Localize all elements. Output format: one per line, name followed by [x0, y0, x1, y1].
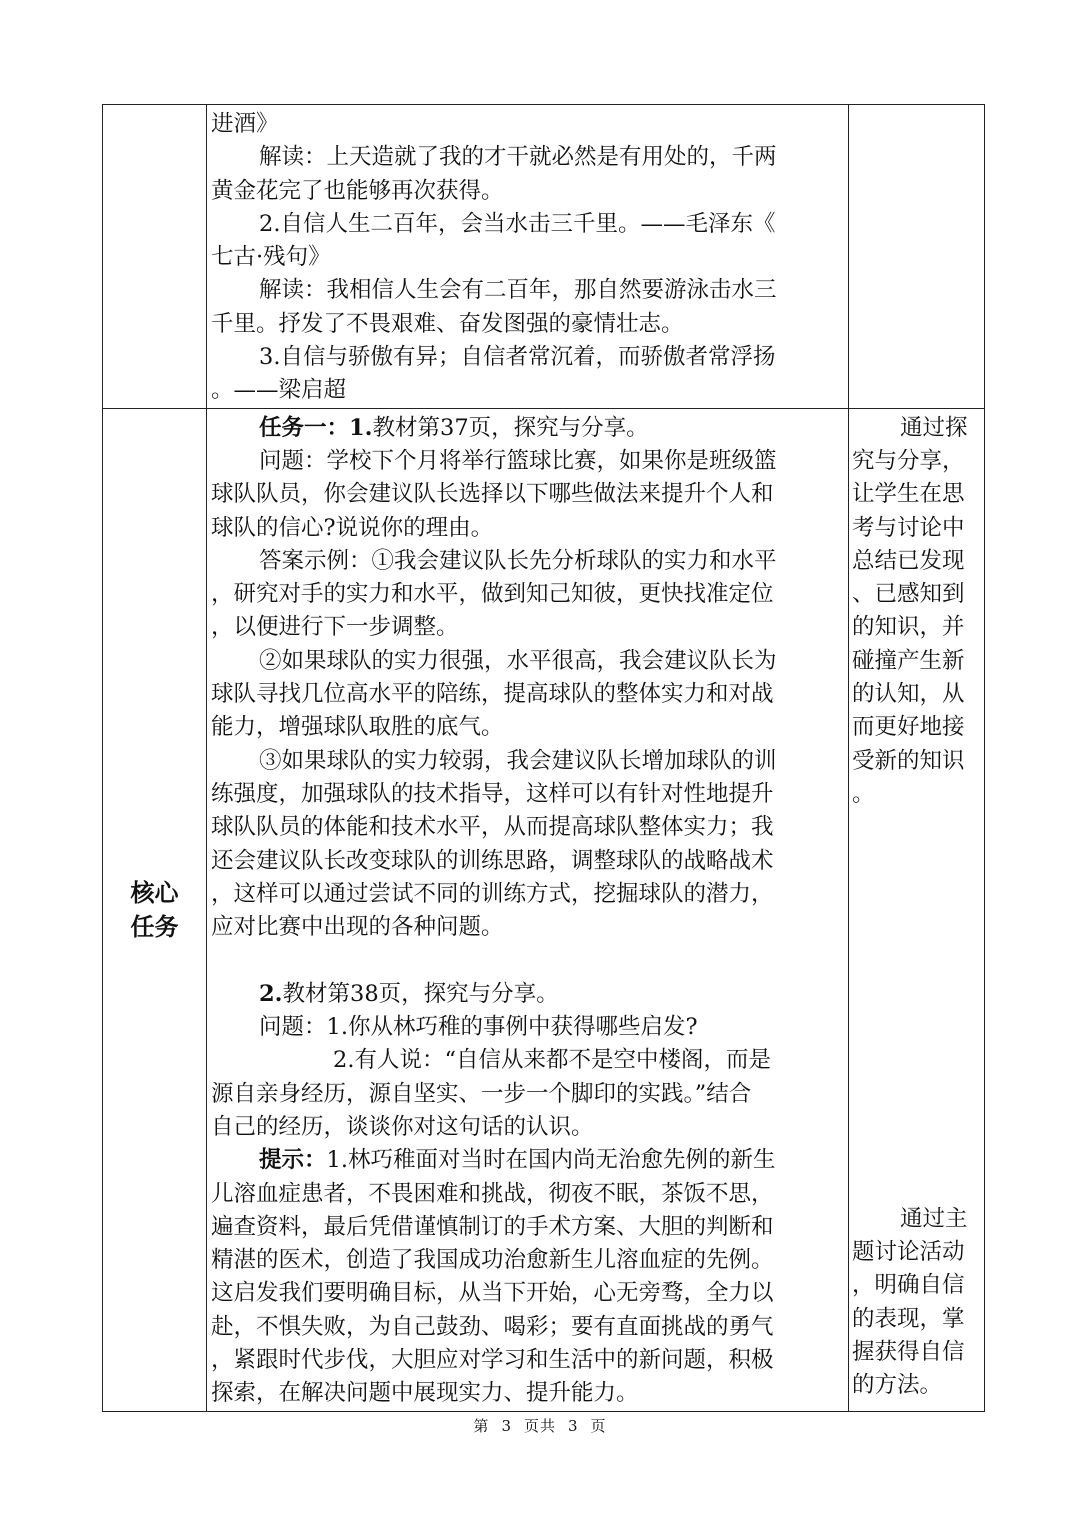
note-line: 的认知，从 [852, 681, 965, 708]
note-line: 。 [852, 780, 875, 807]
label-line: 任务 [130, 912, 179, 941]
text-line: 这启发我们要明确目标，从当下开始，心无旁骛，全力以 [211, 1280, 774, 1307]
text-line: ，这样可以通过尝试不同的训练方式，挖掘球队的潜力， [211, 880, 774, 907]
hint-line [211, 1144, 844, 1177]
note-line: 的知识，并 [852, 614, 965, 641]
text-line: 球队队员的体能和技术水平，从而提高球队整体实力；我 [211, 814, 774, 841]
table-row-quotes [103, 105, 985, 409]
text-line: 答案示例：①我会建议队长先分析球队的实力和水平 [259, 547, 777, 574]
text-line: ，研究对手的实力和水平，做到知己知彼，更快找准定位 [211, 581, 774, 608]
blank-line [211, 944, 844, 977]
note-block-2 [852, 1203, 968, 1403]
row-label-core-tasks [103, 408, 207, 1411]
text-line: 问题：1.你从林巧稚的事例中获得哪些启发? [259, 1014, 698, 1041]
task2-heading: 2. [259, 980, 283, 1007]
task1-heading: 任务一：1. [259, 414, 373, 441]
text-line: 2.有人说：“自信从来都不是空中楼阁，而是 [333, 1047, 771, 1074]
note-line: 题讨论活动 [852, 1238, 965, 1265]
note-line: 的方法。 [852, 1372, 943, 1399]
text-line: 2.自信人生二百年，会当水击三千里。——毛泽东《 [259, 210, 776, 237]
text-line: 自己的经历，谈谈你对这句话的认识。 [211, 1113, 594, 1140]
text-line: 精湛的医术，创造了我国成功治愈新生儿溶血症的先例。 [211, 1247, 774, 1274]
text-line: 解读：上天造就了我的才干就必然是有用处的，千两 [259, 144, 777, 171]
note-line: 的表现，掌 [852, 1305, 965, 1332]
text-line: 练强度，加强球队的技术指导，这样可以有针对性地提升 [211, 780, 774, 807]
text-line: 能力，增强球队取胜的底气。 [211, 714, 504, 741]
text-line: 问题：学校下个月将举行篮球比赛，如果你是班级篮 [259, 447, 777, 474]
note-line: 考与讨论中 [852, 514, 965, 541]
text-line: 应对比赛中出现的各种问题。 [211, 914, 504, 941]
text-line: 千里。抒发了不畏艰难、奋发图强的豪情壮志。 [211, 310, 684, 337]
note-line: 究与分享， [852, 447, 965, 474]
note-line: 而更好地接 [852, 714, 965, 741]
text-line: 源自亲身经历，源自坚实、一步一个脚印的实践。”结合 [211, 1080, 752, 1107]
text-line: ③如果球队的实力较弱，我会建议队长增加球队的训 [259, 747, 777, 774]
text-line: 。——梁启超 [211, 377, 347, 404]
text-line: 七古·残句》 [211, 244, 331, 271]
text-line: 进酒》 [211, 111, 279, 137]
note-line: 让学生在思 [852, 481, 965, 508]
note-line: 碰撞产生新 [852, 647, 965, 674]
text-line: 还会建议队长改变球队的训练思路，调整球队的战略战术 [211, 847, 774, 874]
note-line: ，明确自信 [852, 1272, 965, 1299]
text-line: 黄金花完了也能够再次获得。 [211, 177, 504, 204]
note-line: 总结已发现 [852, 547, 965, 574]
page-footer [0, 1415, 1080, 1436]
text-line: 球队的信心?说说你的理由。 [211, 514, 494, 541]
task2-title: 教材第38页，探究与分享。 [282, 980, 559, 1007]
text-line: 赴，不惧失败，为自己鼓劲、喝彩；要有直面挑战的勇气 [211, 1313, 774, 1340]
text-line: ②如果球队的实力很强，水平很高，我会建议队长为 [259, 647, 777, 674]
text-line: 探索，在解决问题中展现实力、提升能力。 [211, 1380, 639, 1407]
note-block-1 [852, 412, 984, 812]
quotes-content [207, 105, 849, 409]
text-line: 球队寻找几位高水平的陪练，提高球队的整体实力和对战 [211, 681, 774, 708]
core-tasks-content [207, 408, 849, 1411]
note-line: 握获得自信 [852, 1338, 965, 1365]
text-line: 儿溶血症患者，不畏困难和挑战，彻夜不眠，茶饭不思， [211, 1180, 774, 1207]
lesson-plan-table [102, 104, 985, 1412]
note-line: 、已感知到 [852, 581, 965, 608]
text-line: ，紧跟时代步伐，大胆应对学习和生活中的新问题，积极 [211, 1346, 774, 1373]
footer-page-number: 3 [501, 1417, 512, 1435]
text-line: 球队队员，你会建议队长选择以下哪些做法来提升个人和 [211, 481, 774, 508]
text-line: 3.自信与骄傲有异；自信者常沉着，而骄傲者常浮扬 [259, 344, 776, 371]
hint-heading: 提示： [259, 1147, 327, 1174]
text-line: 解读：我相信人生会有二百年，那自然要游泳击水三 [259, 277, 777, 304]
text-line: ，以便进行下一步调整。 [211, 614, 459, 641]
table-row-core-tasks [103, 408, 985, 1411]
note-empty [849, 105, 985, 409]
design-intent-notes [849, 408, 985, 1411]
row-label-empty [103, 105, 207, 409]
note-line: 通过探 [900, 414, 968, 441]
task1-title: 教材第37页，探究与分享。 [372, 414, 649, 441]
hint-text: 1.林巧稚面对当时在国内尚无治愈先例的新生 [326, 1147, 776, 1174]
note-line: 受新的知识 [852, 747, 965, 774]
footer-mid: 页共 [523, 1417, 556, 1435]
task1-heading-line [211, 412, 844, 445]
label-line: 核心 [130, 878, 179, 907]
footer-suffix: 页 [590, 1417, 607, 1435]
task2-heading-line [211, 978, 844, 1011]
footer-total-pages: 3 [568, 1417, 579, 1435]
note-line: 通过主 [900, 1205, 968, 1232]
footer-prefix: 第 [473, 1417, 490, 1435]
text-line: 遍查资料，最后凭借谨慎制订的手术方案、大胆的判断和 [211, 1213, 774, 1240]
